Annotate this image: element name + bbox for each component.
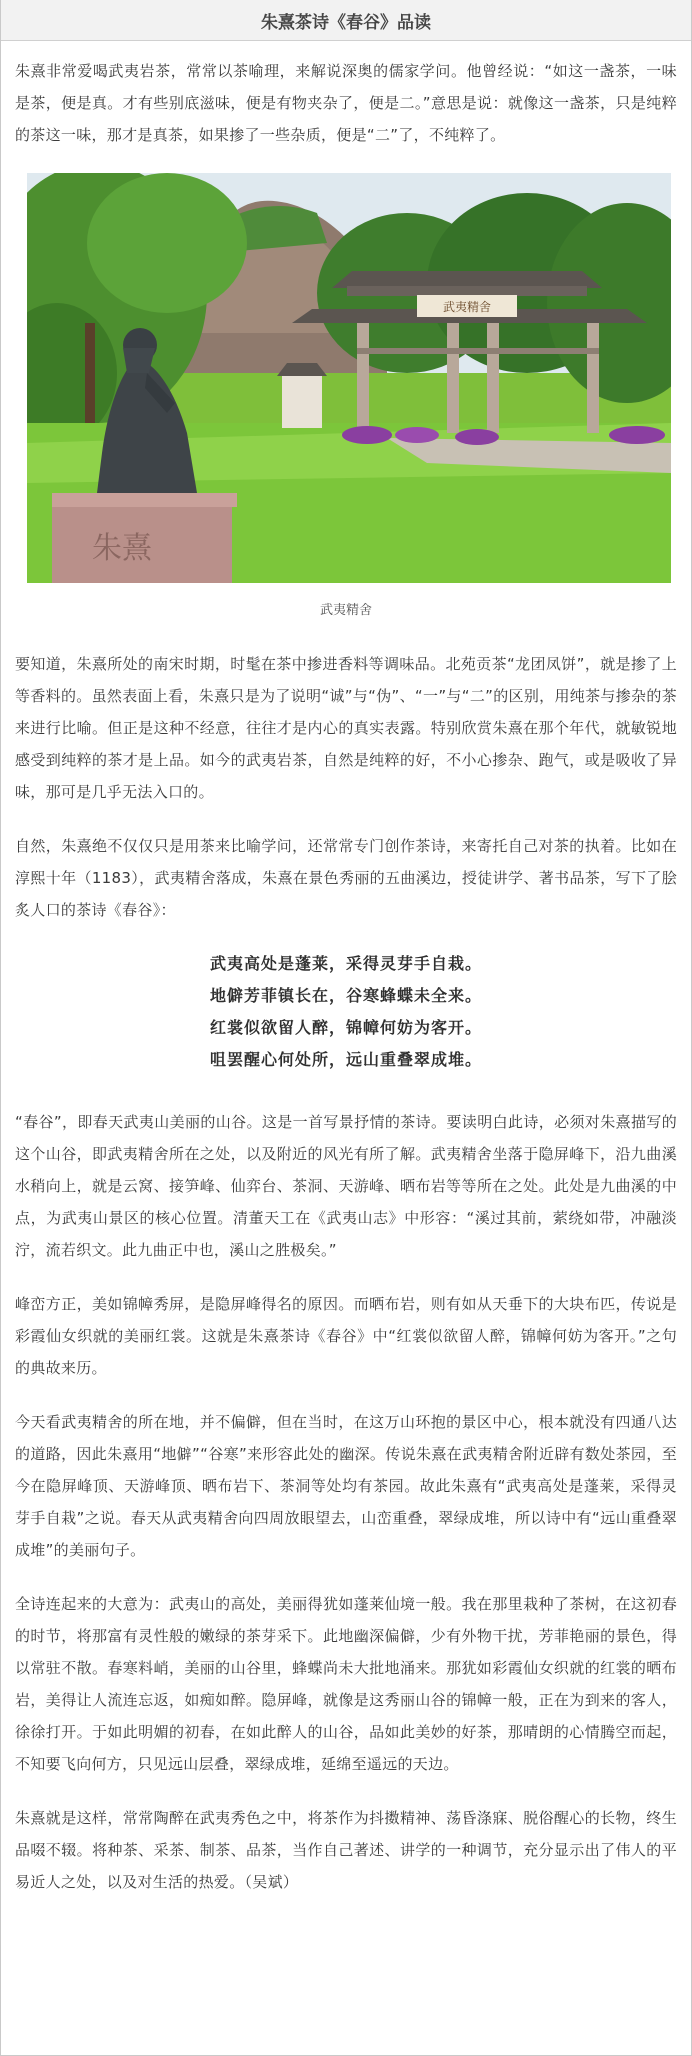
- paragraph-2: 要知道，朱熹所处的南宋时期，时髦在茶中掺进香料等调味品。北苑贡茶“龙团凤饼”，就是掺了上等香料的。虽然表面上看，朱熹只是为了说明“诚”与“伪”、“一”与“二”的区别，用纯茶与掺杂的茶来进行比喻。但正是这种不经意，往往才是内心的真实表露。特别欣赏朱熹在那个年代，就敏锐地感受到纯粹的茶才是上品。如今的武夷岩茶，自然是纯粹的好，不小心掺杂、跑气，或是吸收了异味，那可是几乎无法入口的。: [15, 655, 677, 801]
- poem-line-4: 咀罢醒心何处所，远山重叠翠成堆。: [209, 1050, 482, 1069]
- paragraph-5: 峰峦方正，美如锦幛秀屏，是隐屏峰得名的原因。而晒布岩，则有如从天垂下的大块布匹，传说是彩霞仙女织就的美丽红裳。这就是朱熹茶诗《春谷》中“红裳似欲留人醉，锦幛何妨为客开。”之句的典故来历。: [15, 1295, 677, 1377]
- paragraph-8: 朱熹就是这样，常常陶醉在武夷秀色之中，将茶作为抖擞精神、荡昏涤寐、脱俗醒心的长物，终生品啜不辍。将种茶、采茶、制茶、品茶，当作自己著述、讲学的一种调节，充分显示出了伟人的平易近人之处，以及对生活的热爱。（吴斌）: [15, 1809, 677, 1891]
- poem-line-2: 地僻芳菲镇长在，谷寒蜂蝶未全来。: [209, 986, 482, 1005]
- wuyi-jingshe-photo: [27, 173, 671, 583]
- svg-text:朱熹: 朱熹: [92, 531, 152, 566]
- paragraph-7: 全诗连起来的大意为：武夷山的高处，美丽得犹如蓬莱仙境一般。我在那里栽种了茶树，在这初春的时节，将那富有灵性般的嫩绿的茶芽采下。此地幽深偏僻，少有外物干扰，芳菲艳丽的景色，得以常驻不散。春寒料峭，美丽的山谷里，蜂蝶尚未大批地涌来。那犹如彩霞仙女织就的红裳的晒布岩，美得让人流连忘返，如痴如醉。隐屏峰，就像是这秀丽山谷的锦幛一般，正在为到来的客人，徐徐打开。于如此明媚的初春，在如此醉人的山谷，品如此美妙的好茶，那晴朗的心情腾空而起，不知要飞向何方，只见远山层叠，翠绿成堆，延绵至遥远的天边。: [15, 1595, 677, 1773]
- article-title: 朱熹茶诗《春谷》品读: [1, 0, 691, 41]
- poem-block: [15, 948, 677, 1076]
- photo-block: [27, 173, 667, 583]
- svg-text:武夷精舍: 武夷精舍: [442, 300, 492, 314]
- poem-line-1: 武夷高处是蓬莱，采得灵芽手自栽。: [209, 954, 482, 973]
- paragraph-3: 自然，朱熹绝不仅仅只是用茶来比喻学问，还常常专门创作茶诗，来寄托自己对茶的执着。比如在淳熙十年（1183），武夷精舍落成，朱熹在景色秀丽的五曲溪边，授徒讲学、著书品茶，写下了脍炙人口的茶诗《春谷》：: [15, 837, 677, 919]
- paragraph-4: “春谷”，即春天武夷山美丽的山谷。这是一首写景抒情的茶诗。要读明白此诗，必须对朱熹描写的这个山谷，即武夷精舍所在之处，以及附近的风光有所了解。武夷精舍坐落于隐屏峰下，沿九曲溪水稍向上，就是云窝、接笋峰、仙弈台、茶洞、天游峰、晒布岩等等所在之处。此处是九曲溪的中点，为武夷山景区的核心位置。清董天工在《武夷山志》中形容：“溪过其前，萦绕如带，冲融淡泞，流若织文。此九曲正中也，溪山之胜极矣。”: [15, 1113, 677, 1259]
- photo-caption: 武夷精舍: [319, 603, 372, 618]
- poem-line-3: 红裳似欲留人醉，锦幛何妨为客开。: [209, 1018, 482, 1037]
- article-body: [1, 41, 691, 1898]
- intro-paragraph: 朱熹非常爱喝武夷岩茶，常常以茶喻理，来解说深奥的儒家学问。他曾经说：“如这一盏茶，一味是茶，便是真。才有些别底滋味，便是有物夹杂了，便是二。”意思是说：就像这一盏茶，只是纯粹的茶这一味，那才是真茶，如果掺了一些杂质，便是“二”了，不纯粹了。: [15, 62, 677, 144]
- paragraph-6: 今天看武夷精舍的所在地，并不偏僻，但在当时，在这万山环抱的景区中心，根本就没有四通八达的道路，因此朱熹用“地僻”“谷寒”来形容此处的幽深。传说朱熹在武夷精舍附近辟有数处茶园，至今在隐屏峰顶、天游峰顶、晒布岩下、茶洞等处均有茶园。故此朱熹有“武夷高处是蓬莱，采得灵芽手自栽”之说。春天从武夷精舍向四周放眼望去，山峦重叠，翠绿成堆，所以诗中有“远山重叠翠成堆”的美丽句子。: [15, 1413, 677, 1559]
